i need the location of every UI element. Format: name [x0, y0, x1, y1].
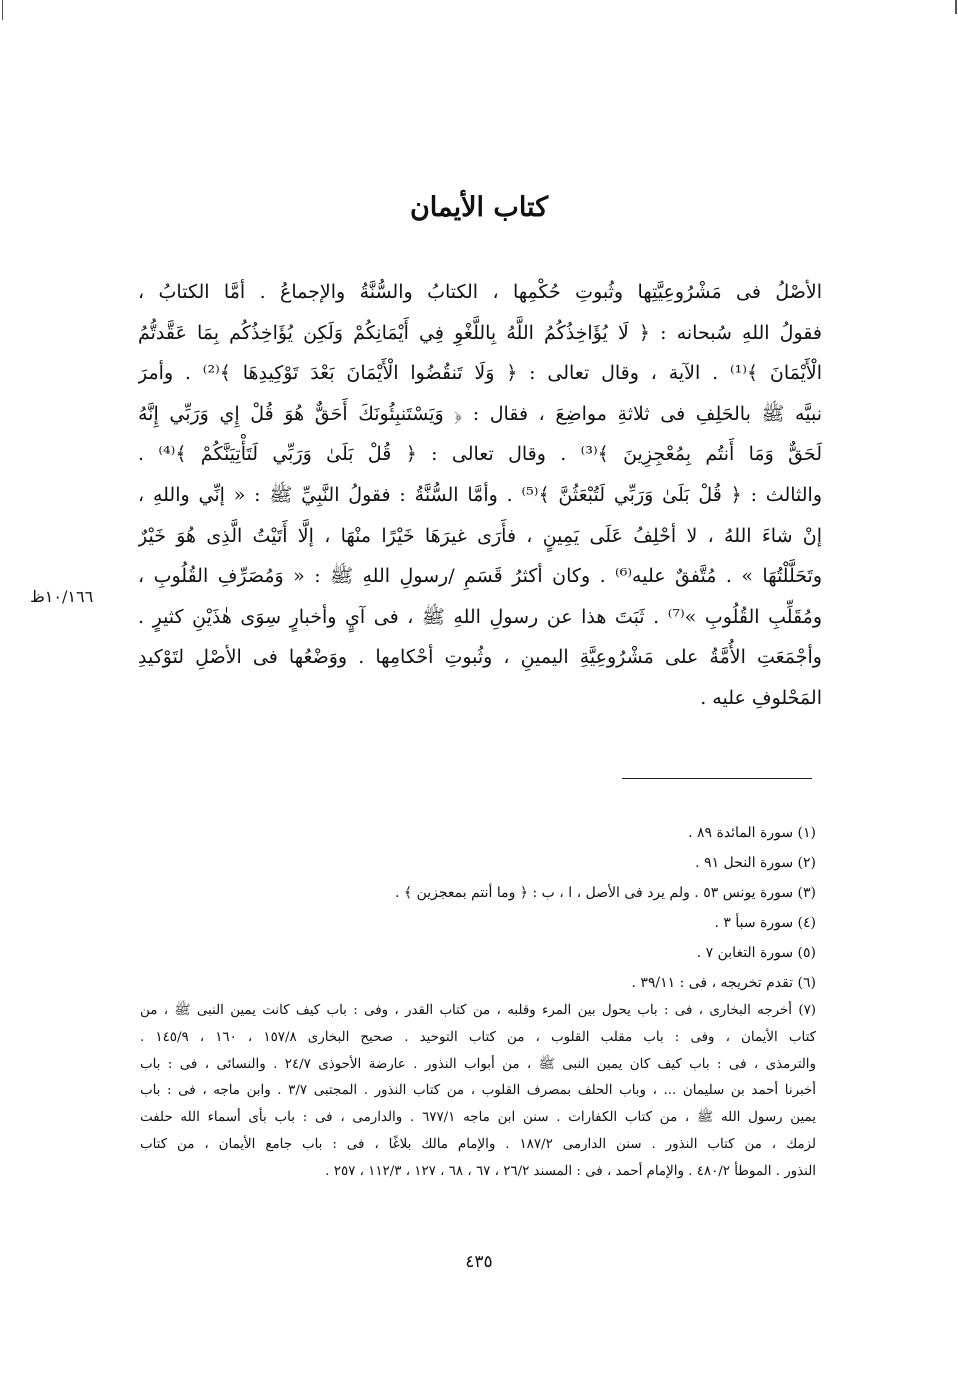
text-line: إنْ شاءَ اللهُ ، لا أحْلِفُ عَلَى يَمِينٍ ، فأَرَى غيرَهَا خَيْرًا منْهَا ، إلَّا أَتَيْتُ الَّذِى هُوَ خَيْرٌ	[138, 524, 822, 547]
footnote: (٢) سورة النحل ٩١ .	[695, 855, 816, 871]
chapter-title: كتاب الأيمان	[409, 192, 549, 223]
text-line: المَحْلوفِ عليه .	[700, 686, 822, 709]
footnote: (٥) سورة التغابن ٧ .	[696, 945, 816, 961]
footnote-line: والترمذى ، فى : باب كيف كان يمين النبى ﷺ ، من أبواب النذور . عارضة الأحوذى ٢٤/٧ . والنسائى ، فى : باب	[140, 1056, 816, 1072]
text-line: ومُقَلِّبِ القُلُوبِ »⁽⁷⁾ . ثَبَتَ هذا عن رسولِ اللهِ ﷺ ، فى آيٍ وأخبارٍ سِوَى هٰذَيْنِ كثيرٍ .	[138, 605, 822, 628]
footnote-line: النذور . الموطأ ٤٨٠/٢ . والإمام أحمد ، فى : المسند ٢٦/٢ ، ٦٧ ، ٦٨ ، ١٢٧ ، ١١٢/٣ ، ٢٥٧ .	[325, 1163, 816, 1179]
text-line: لَحَقٌّ وَمَا أَنتُم بِمُعْجِزِينَ ﴾⁽³⁾ . وقال تعالى : ﴿ قُلْ بَلَىٰ وَرَبِّي لَتَأْتِيَنَّكُمْ ﴾⁽⁴⁾ .	[138, 443, 822, 466]
text-line: فقولُ اللهِ سُبحانه : ﴿ لَا يُؤَاخِذُكُمُ اللَّهُ بِاللَّغْوِ فِي أَيْمَانِكُمْ وَلَكِن يُؤَاخِذُكُم بِمَا عَقَّدتُّمُ	[138, 321, 822, 344]
footnote-line: أخبرنا أحمد بن سليمان ... ، وباب الحلف بمصرف القلوب ، من كتاب النذور . المجتبى ٣/٧ . وابن ماجه ، فى : باب	[140, 1083, 816, 1099]
text-line: الْأَيْمَانَ ﴾⁽¹⁾ . الآية ، وقال تعالى : ﴿ وَلَا تَنقُضُوا الْأَيْمَانَ بَعْدَ تَوْكِيدِهَا ﴾⁽²⁾ . وأمرَ	[138, 362, 822, 385]
footnote-line: يمين رسول الله ﷺ ، من كتاب الكفارات . سنن ابن ماجه ٦٧٧/١ . والدارمى ، فى : باب بأى أسماء الله حلفت	[140, 1110, 816, 1126]
footnote-line: كتاب الأيمان ، وفى : باب مقلب القلوب ، من كتاب التوحيد . صحيح البخارى ١٥٧/٨ ، ١٦٠ ، ١٤٥/٩ .	[140, 1029, 816, 1045]
text-line: وتَحَلَّلْتُهَا » . مُتَّفقٌ عليه⁽⁶⁾ . وكان أكثرُ قَسَمِ /رسولِ اللهِ ﷺ : « وَمُصَرِّفِ القُلُوبِ ،	[138, 565, 822, 588]
text-line: وأجْمَعَتِ الأُمَّةُ على مَشْرُوعِيَّةِ اليمينِ ، وثُبوتِ أحْكامِها . ووَضْعُها فى الأصْلِ لتَوْكيدِ	[138, 646, 822, 669]
scan-edge-mark	[955, 0, 957, 14]
scan-edge-mark	[2, 0, 3, 20]
main-text	[138, 272, 822, 719]
footnote: (٤) سورة سبأ ٣ .	[714, 915, 816, 931]
text-line: نبيَّه ﷺ بالحَلِفِ فى ثلاثةِ مواضِعَ ، فقال : ﴿ وَيَسْتَنبِئُونَكَ أَحَقٌّ هُوَ قُلْ إِي وَرَبِّي إِنَّهُ	[138, 402, 822, 425]
text-line: والثالث : ﴿ قُلْ بَلَىٰ وَرَبِّي لَتُبْعَثُنَّ ﴾⁽⁵⁾ . وأمَّا السُّنَّةُ : فقولُ النَّبِيِّ ﷺ : « إنِّي واللهِ ،	[138, 483, 822, 506]
page-number: ٤٣٥	[465, 1252, 493, 1272]
footnote-7	[140, 998, 816, 1186]
footnote: (١) سورة المائدة ٨٩ .	[688, 825, 816, 841]
footnote-separator	[622, 778, 812, 779]
footnote: (٣) سورة يونس ٥٣ . ولم يرد فى الأصل ، ا ، ب : ﴿ وما أنتم بمعجزين ﴾ .	[395, 885, 816, 901]
footnote-line: (٧) أخرجه البخارى ، فى : باب يحول بين المرء وقلبه ، من كتاب القدر ، وفى : باب كيف كانت يمين النبى ﷺ ، من	[140, 1003, 816, 1018]
manuscript-folio-note: ١٠/١٦٦ظ	[30, 587, 94, 606]
footnotes	[140, 818, 816, 1186]
footnote: (٦) تقدم تخريجه ، فى : ٣٩/١١ .	[631, 975, 816, 991]
footnote-line: لزمك ، من كتاب النذور . سنن الدارمى ١٨٧/٢ . والإمام مالك بلاغًا ، فى : باب جامع الأيمان ، من كتاب	[140, 1136, 816, 1152]
text-line: الأصْلُ فى مَشْرُوعِيَّتِها وثُبوتِ حُكْمِها ، الكتابُ والسُّنَّةُ والإجماعُ . أمَّا الكتابُ ،	[138, 281, 822, 303]
